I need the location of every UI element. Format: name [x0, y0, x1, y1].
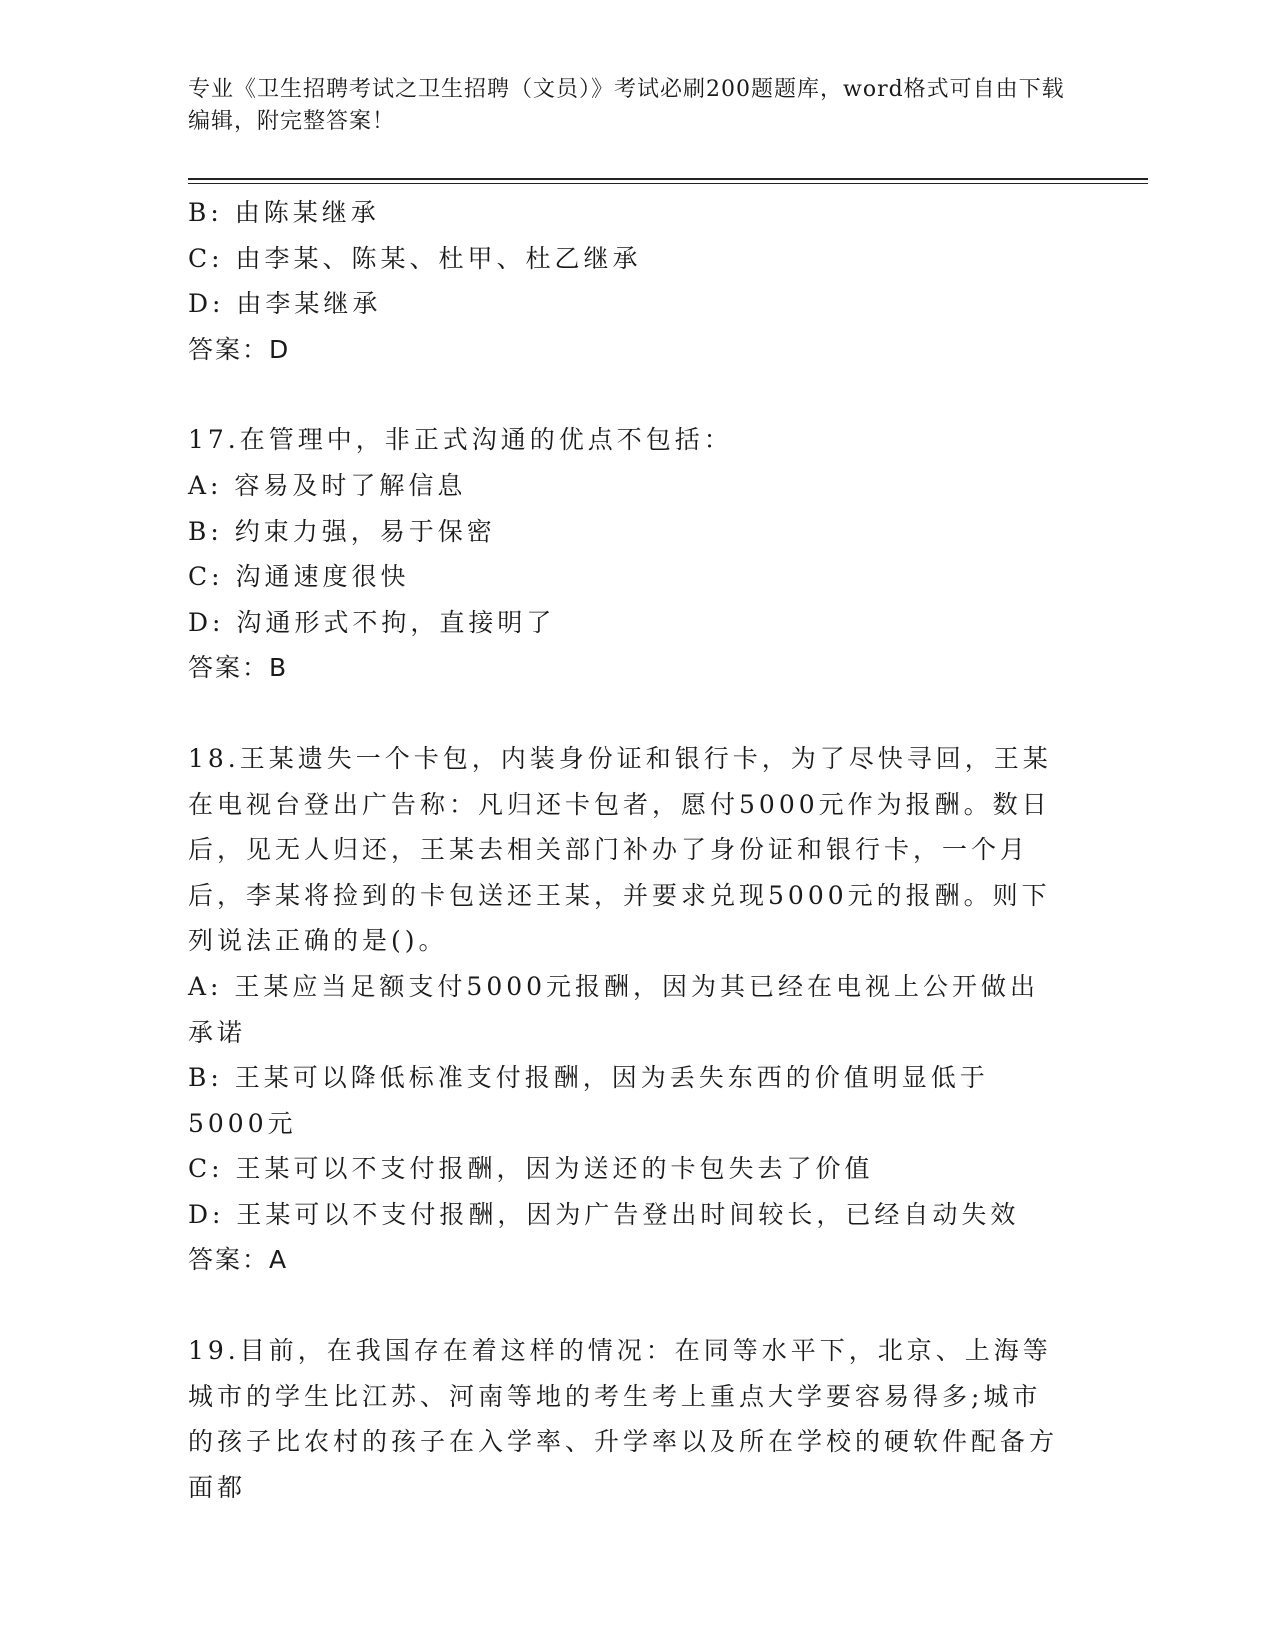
q17-answer: 答案：B — [188, 653, 289, 683]
q18-option-d: D: 王某可以不支付报酬，因为广告登出时间较长，已经自动失效 — [188, 1199, 1020, 1229]
spacer — [188, 372, 1068, 417]
document-body — [188, 190, 1068, 1510]
header-rule-thick — [188, 178, 1148, 180]
header-rule-thin — [188, 183, 1148, 184]
q16-option-b: B: 由陈某继承 — [188, 198, 380, 227]
q16-answer: 答案：D — [188, 334, 291, 364]
page-header — [188, 74, 1068, 138]
header-text: 专业《卫生招聘考试之卫生招聘（文员）》考试必刷200题题库，word格式可自由下载编辑，附完整答案！ — [188, 77, 1065, 134]
q18-question: 18.王某遗失一个卡包，内装身份证和银行卡，为了尽快寻回，王某在电视台登出广告称：凡归还卡包者，愿付5000元作为报酬。数日后，见无人归还，王某去相关部门补办了身份证和银行卡，一个月后，李某将捡到的卡包送还王某，并要求兑现5000元的报酬。则下列说法正确的是()。 — [188, 743, 1052, 956]
q19-question: 19.目前，在我国存在着这样的情况：在同等水平下，北京、上海等城市的学生比江苏、河南等地的考生考上重点大学要容易得多;城市的孩子比农村的孩子在入学率、升学率以及所在学校的硬软件配备方面都 — [188, 1336, 1059, 1502]
q16-option-d: D: 由李某继承 — [188, 289, 382, 319]
spacer — [188, 691, 1068, 736]
q17-option-c: C: 沟通速度很快 — [188, 562, 410, 592]
q17-option-d: D: 沟通形式不拘，直接明了 — [188, 607, 556, 637]
q18-option-a: A: 王某应当足额支付5000元报酬，因为其已经在电视上公开做出承诺 — [188, 971, 1040, 1047]
q18-option-b: B: 王某可以降低标准支付报酬，因为丢失东西的价值明显低于5000元 — [188, 1063, 989, 1138]
q16-option-c: C: 由李某、陈某、杜甲、杜乙继承 — [188, 243, 642, 273]
q18-option-c: C: 王某可以不支付报酬，因为送还的卡包失去了价值 — [188, 1154, 874, 1184]
q17-option-b: B: 约束力强，易于保密 — [188, 516, 496, 546]
q18-answer: 答案：A — [188, 1245, 289, 1275]
q17-question: 17.在管理中，非正式沟通的优点不包括： — [188, 425, 733, 455]
q17-option-a: A: 容易及时了解信息 — [188, 470, 467, 500]
spacer — [188, 1283, 1068, 1328]
